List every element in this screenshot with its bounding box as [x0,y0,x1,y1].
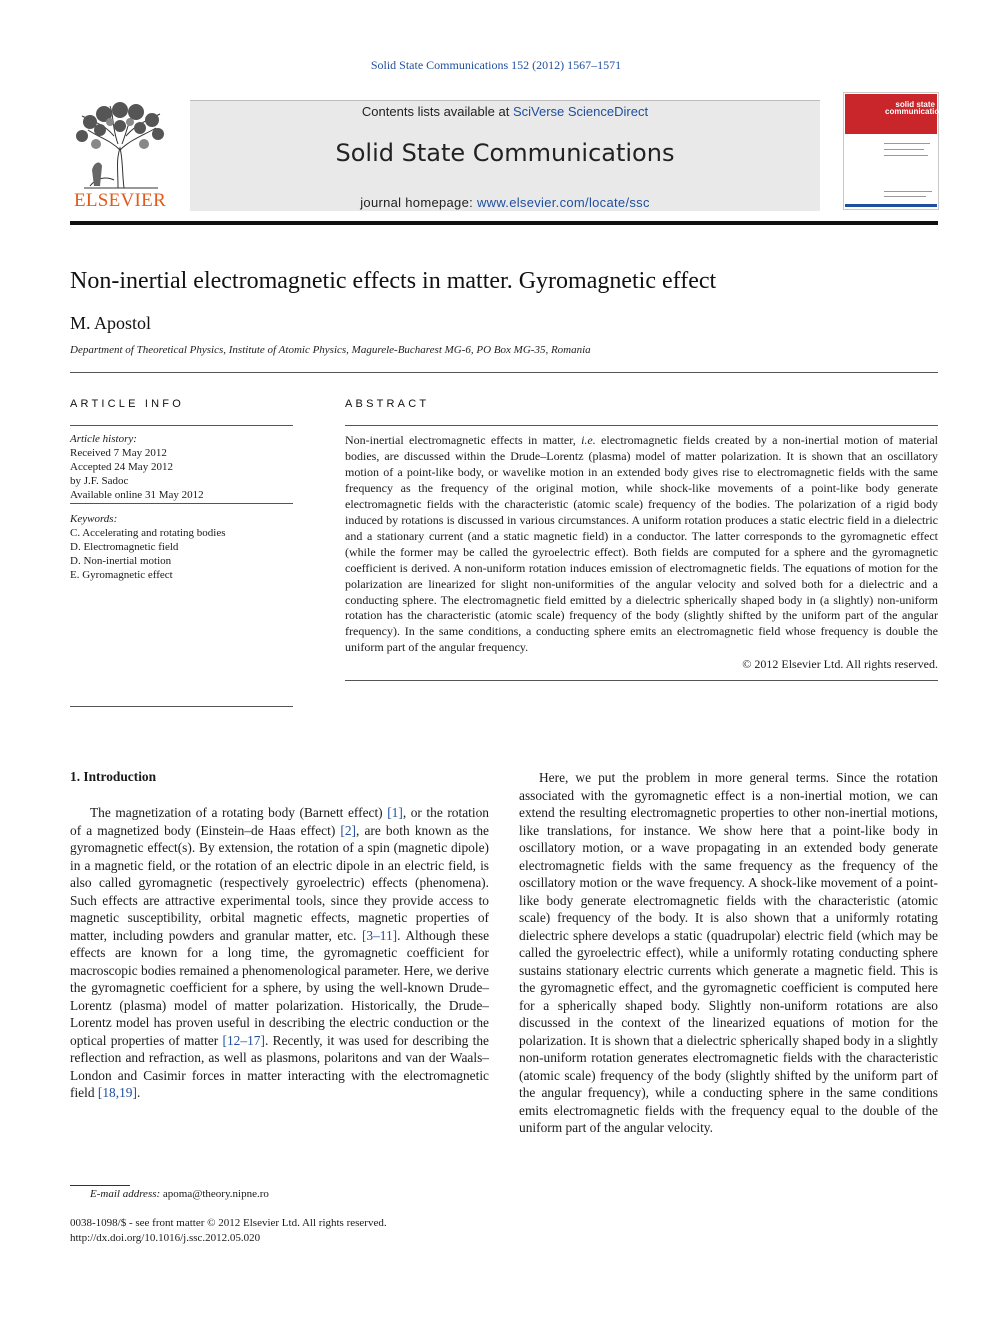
sciencedirect-link[interactable]: SciVerse ScienceDirect [512,104,649,119]
citation-link[interactable]: [18,19] [97,1085,137,1100]
author-affiliation: Department of Theoretical Physics, Institute of Atomic Physics, Magurele-Bucharest MG-6, PO Box MG-35, Romania [70,344,591,356]
cover-title: solid state communications [885,100,949,116]
intro-paragraph-1 [70,804,489,1102]
history-label: Article history: [70,433,137,445]
history-item: Received 7 May 2012 [70,447,167,459]
masthead-rule [70,221,938,225]
abstract-text-part: electromagnetic fields created by a non-inertial motion of material bodies, are discussed within the Drude–Lorentz (plasma) model of matter polarization. It is shown that an oscillatory motion of a point-like body, or wavelike motion in an extended body gives rise to electromagnetic fields with the same frequency as the frequency of the original motion, while shock-like movements of a point-like body generate electromagnetic fields with the characteristic (atomic scale) frequency of the bodies. The polarization of a rigid body induced by rotations is discussed in various circumstances. A uniform rotation produces a static electric field in a dielectric and a stationary current (and a static magnetic field) in a conductor. The latter corresponds to the gyromagnetic effect (while the former may be called the gyroelectric effect). Both fields are computed for a sphere and the gyromagnetic coefficient is derived. A non-uniform rotation induces emission of electromagnetic fields. The equations of motion for the polarization are linearized for slight non-uniformities of the angular velocity and solved both for a dielectric and a conducting sphere. The electromagnetic field emitted by a dielectric spherically shaped body in (a slightly) non-uniform rotation has the characteristic (atomic scale) frequency of the body (slightly shifted by the uniform part of the angular frequency). In the same conditions, a conducting sphere emits an electromagnetic field whose frequency is double the uniform part of the angular frequency. [345,433,938,655]
email-link[interactable]: apoma@theory.nipne.ro [162,1188,269,1200]
paragraph-text: . [136,1085,141,1100]
article-author[interactable]: M. Apostol [70,313,152,333]
keywords-label: Keywords: [70,513,118,525]
paragraph-text: , or the rotation of a magnetized body (Einstein–de Haas effect) [70,805,489,838]
citation-link[interactable]: [1] [387,805,403,820]
paragraph-text: . Although these effects are known for a long time, the gyromagnetic coefficient for macroscopic bodies remained a phenomenological parameter. Here, we derive the gyromagnetic coefficient for a sphere, by using the well-known Drude–Lorentz (plasma) model of matter polarization. Historically, the Drude–Lorentz model has proven useful in describing the electric conduction or the optical properties of matter [70,927,490,1048]
article-title: Non-inertial electromagnetic effects in matter. Gyromagnetic effect [70,268,717,294]
cover-text-line [884,191,932,192]
keyword-item: D. Electromagnetic field [70,541,179,553]
article-history [70,432,293,502]
email-label: E-mail address: [90,1188,163,1200]
paragraph-text: The magnetization of a rotating body (Barnett effect) [90,805,388,820]
body-column-left [70,804,489,1102]
history-item: Available online 31 May 2012 [70,489,204,501]
journal-title: Solid State Communications [335,139,675,167]
abstract-copyright: © 2012 Elsevier Ltd. All rights reserved. [742,657,938,672]
contents-line [190,104,820,119]
abstract-text-ie: i.e. [581,433,596,447]
paragraph-text: , are both known as the gyromagnetic effect(s). By extension, the rotation of a spin (magnetic dipole) in a magnetic field, or the rotation of an electric dipole in an electric field, is also called gyromagnetic (respectively gyroelectric) effects (phenomena). Such effects are attractive experimental tools, since they provide access to magnetic susceptibility, orbital magnetic effects, magnetic properties of matter, including powders and granular matter, etc. [70,822,489,943]
article-info-rule [70,425,293,426]
abstract-text-part: Non-inertial electromagnetic effects in matter, [345,433,582,447]
keyword-item: C. Accelerating and rotating bodies [70,527,226,539]
article-info-heading: ARTICLE INFO [70,398,184,410]
journal-masthead [70,90,949,212]
footnote-rule [70,1185,130,1186]
keyword-item: D. Non-inertial motion [70,555,172,567]
history-item: by J.F. Sadoc [70,475,129,487]
abstract-bottom-rule [345,680,938,681]
front-matter [70,1216,387,1246]
journal-banner [190,100,820,211]
abstract-text [345,433,938,656]
abstract-heading: ABSTRACT [345,398,430,410]
elsevier-wordmark: ELSEVIER [73,190,167,211]
article-info-panel [70,425,293,707]
keywords-rule [70,503,293,504]
elsevier-logo [70,100,170,212]
contents-prefix: Contents lists available at [361,104,513,119]
keywords-list [70,512,293,582]
abstract-panel [345,425,938,681]
cover-text-line [884,155,928,156]
cover-bottom-band [845,204,937,207]
abstract-rule [345,425,938,426]
header-divider [70,372,938,373]
intro-paragraph-2: Here, we put the problem in more general terms. Since the rotation associated with the gyromagnetic effect is a non-inertial motion, we can extend the resulting electromagnetic properties to other non-inertial motions, like translations, for instance. We show here that a point-like body in oscillatory motion, or a wave propagating in an extended body generate electromagnetic fields with the same frequency as the frequency of the oscillatory motion or the wave frequency. A shock-like movement of a point-like body generate electromagnetic fields with the characteristic (atomic scale) frequency of the body. It is also shown that a uniformly rotating dielectric sphere develops a static (quadrupolar) electric field (which may be called the gyroelectric effect), while a uniformly rotating conducting sphere sustains stationary electric currents which generate a magnetic field. This is the gyromagnetic effect, and the gyromagnetic coefficient is computed here for a spherically shaped body. Slightly non-uniform rotations are also discussed in the context of the linearized equations of motion for the polarization. It is shown that a dielectric spherically shaped body in a slightly non-uniform rotation generates electromagnetic fields with the characteristic (atomic scale) frequency of the body (slightly shifted by the uniform part of the angular frequency), while a conducting sphere in the same conditions emits electromagnetic fields with the frequency equal to the double of the uniform part of the angular velocity. [519,770,938,1135]
cover-text-line [884,196,926,197]
issn-line: 0038-1098/$ - see front matter © 2012 Elsevier Ltd. All rights reserved. [70,1217,387,1229]
paragraph-text: . Recently, it was used for describing the reflection and refraction, as well as plasmons, polaritons and van der Waals–London and Casimir forces in matter interacting with the electromagnetic field [70,1032,489,1100]
keyword-item: E. Gyromagnetic effect [70,569,173,581]
section-heading-introduction: 1. Introduction [70,769,157,784]
homepage-prefix: journal homepage: [360,195,477,210]
cover-text-line [884,149,924,150]
body-column-right [519,769,938,1137]
footnote-email [90,1188,269,1200]
journal-cover-thumbnail[interactable] [843,92,949,210]
article-info-bottom-rule [70,706,293,707]
history-item: Accepted 24 May 2012 [70,461,173,473]
doi-link[interactable]: http://dx.doi.org/10.1016/j.ssc.2012.05.020 [70,1232,261,1244]
journal-reference[interactable]: Solid State Communications 152 (2012) 1567–1571 [370,58,622,72]
tree-icon [70,100,170,190]
citation-link[interactable]: [3–11] [361,927,398,943]
homepage-link[interactable]: www.elsevier.com/locate/ssc [476,195,650,210]
citation-link[interactable]: [2] [340,822,357,838]
cover-text-line [884,143,930,144]
citation-link[interactable]: [12–17] [222,1032,265,1048]
homepage-line [190,195,820,210]
